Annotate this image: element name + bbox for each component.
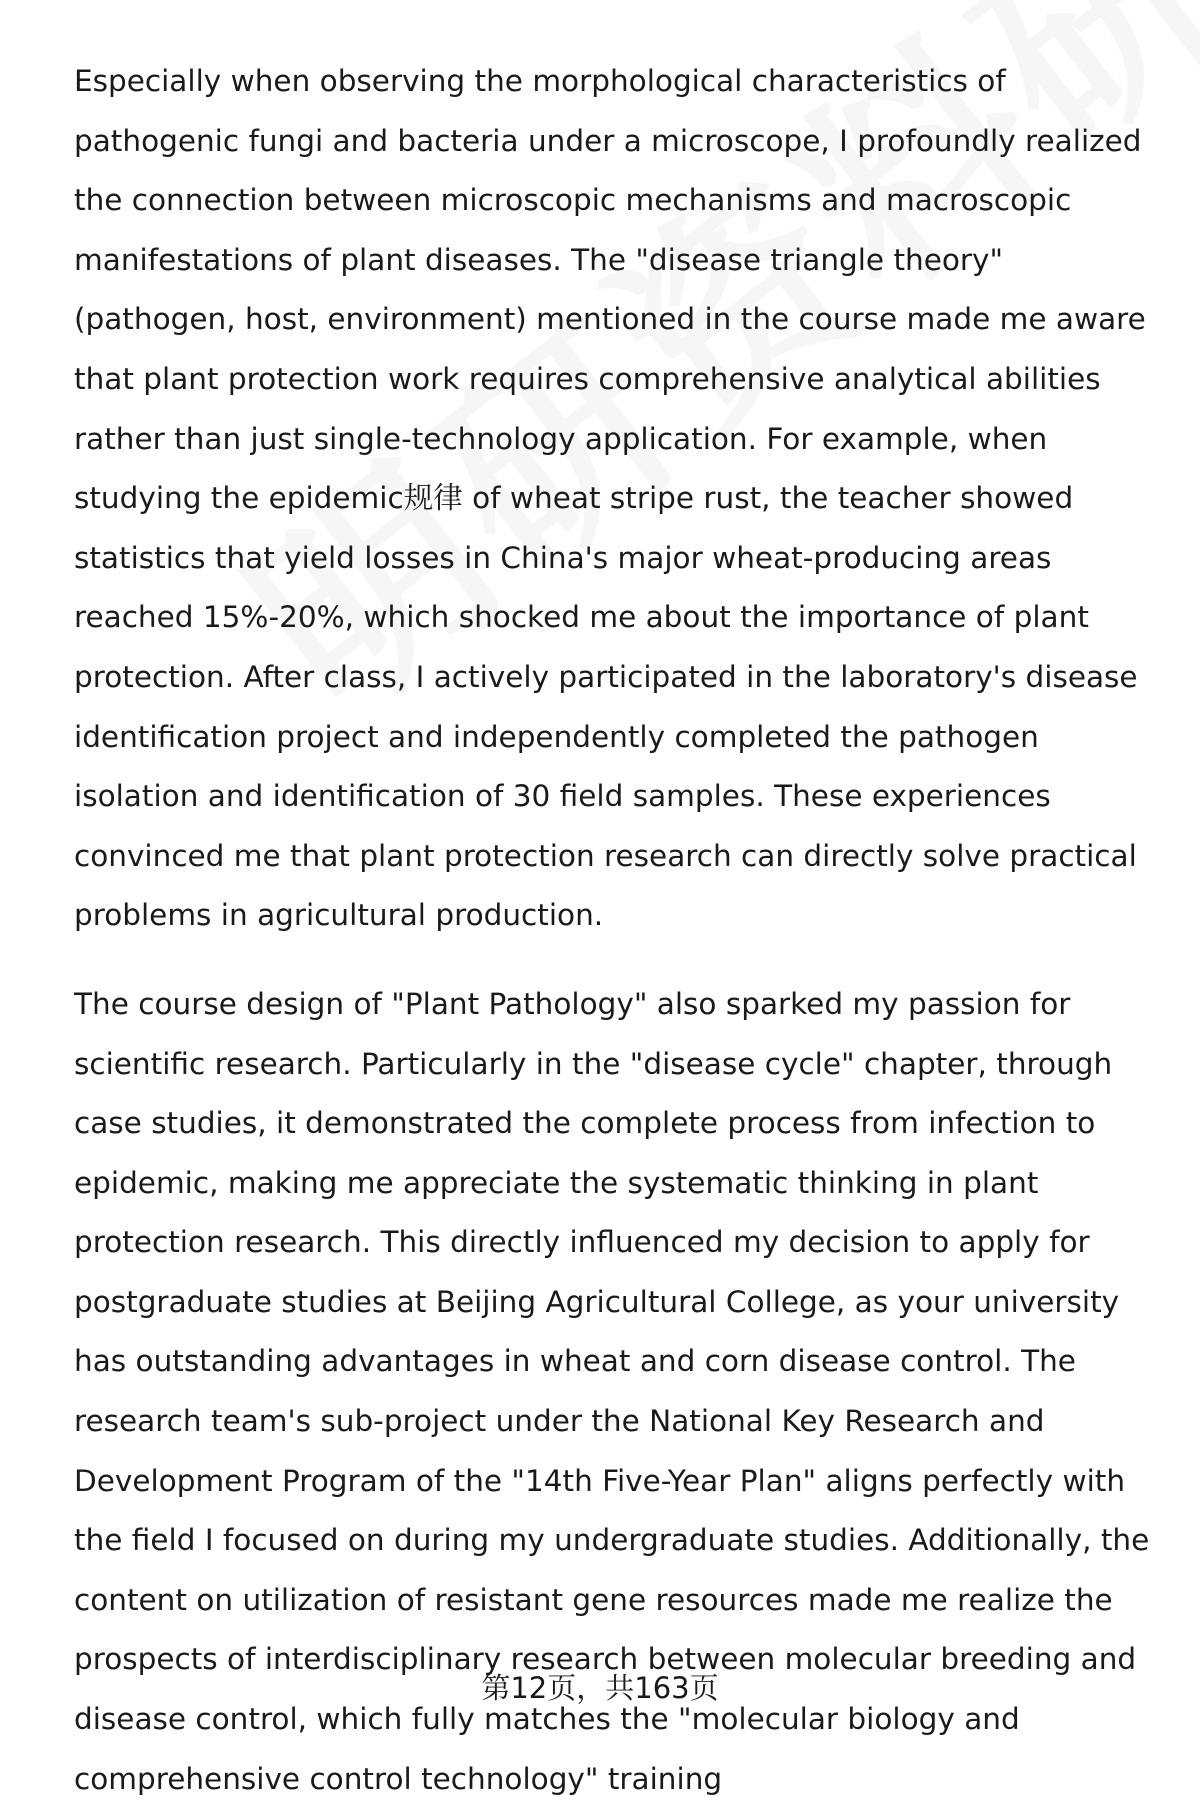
page-number-footer: 第12页，共163页 xyxy=(481,1671,719,1705)
paragraph: Especially when observing the morphological characteristics of pathogenic fungi and bacteria under a microscope, I profoundly realized the connection between microscopic mechanisms and macroscopic manifestations of plant diseases. The "disease triangle theory" (pathogen, host, environment) mentioned in the course made me aware that plant protection work requires comprehensive analytical abilities rather than just single-technology application. For example, when studying the epidemic规律 of wheat stripe rust, the teacher showed statistics that yield losses in China's major wheat-producing areas reached 15%-20%, which shocked me about the importance of plant protection. After class, I actively participated in the laboratory's disease identification project and independently completed the pathogen isolation and identification of 30 field samples. These experiences convinced me that plant protection research can directly solve practical problems in agricultural production. xyxy=(74,64,1146,933)
body-text xyxy=(74,52,1164,1809)
paragraph: The course design of "Plant Pathology" also sparked my passion for scientific research. Particularly in the "disease cycle" chapter, through case studies, it demonstrated the complete process from infection to epidemic, making me appreciate the systematic thinking in plant protection research. This directly influenced my decision to apply for postgraduate studies at Beijing Agricultural College, as your university has outstanding advantages in wheat and corn disease control. The research team's sub-project under the National Key Research and Development Program of the "14th Five-Year Plan" aligns perfectly with the field I focused on during my undergraduate studies. Additionally, the content on utilization of resistant gene resources made me realize the prospects of interdisciplinary research between molecular breeding and disease control, which fully matches the "molecular biology and comprehensive control technology" training xyxy=(74,986,1150,1796)
